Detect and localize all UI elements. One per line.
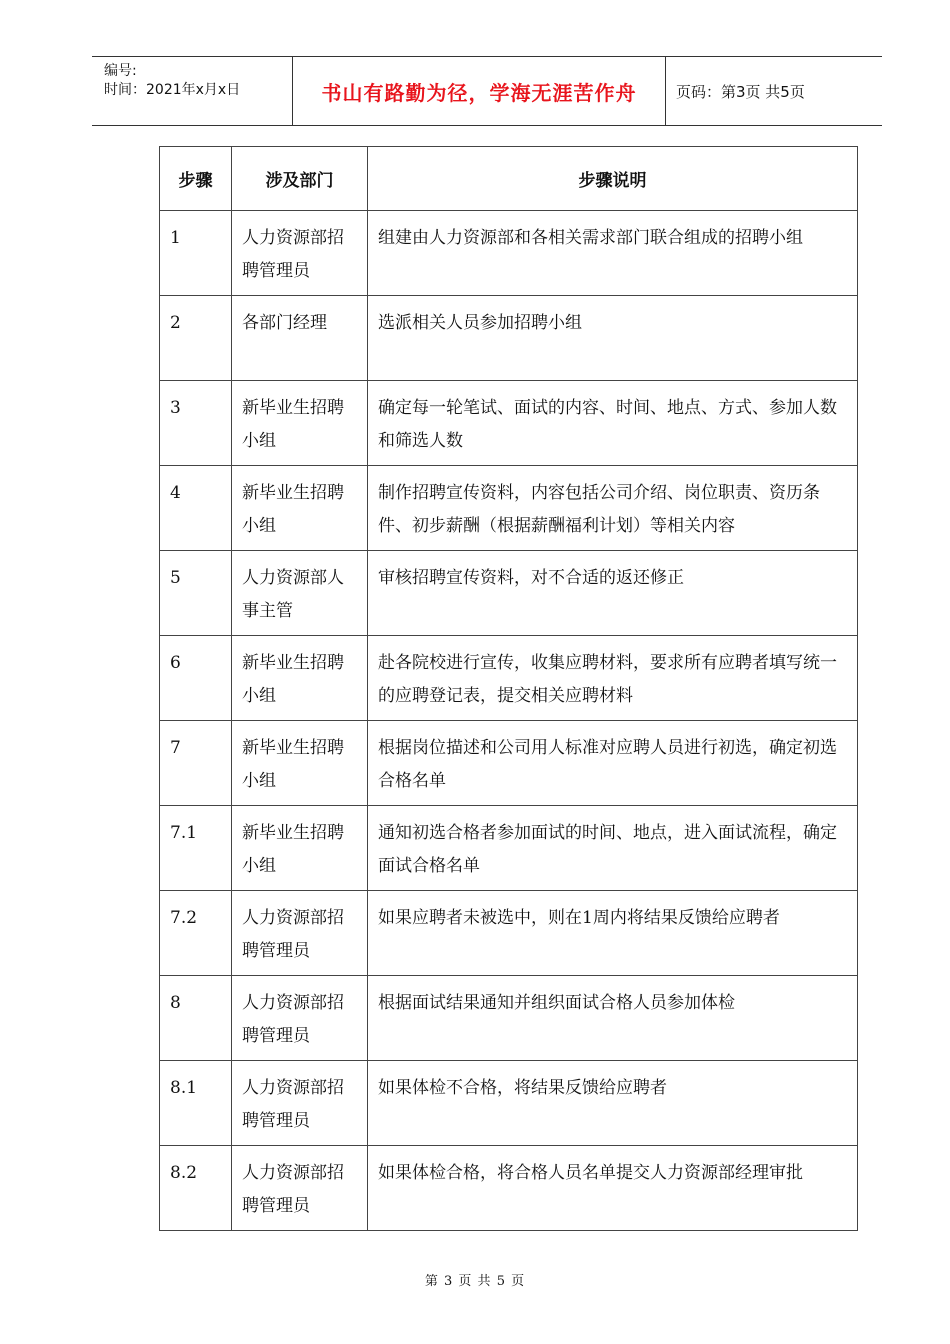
description-cell: 通知初选合格者参加面试的时间、地点，进入面试流程，确定面试合格名单 <box>368 806 858 891</box>
department-cell: 新毕业生招聘小组 <box>232 721 368 806</box>
table-row <box>160 466 858 551</box>
description-cell: 如果体检合格，将合格人员名单提交人力资源部经理审批 <box>368 1146 858 1231</box>
number-label: 编号: <box>104 63 137 79</box>
recruitment-steps-table <box>159 146 858 1231</box>
table-row <box>160 551 858 636</box>
step-cell: 1 <box>160 211 232 296</box>
department-cell: 人力资源部招聘管理员 <box>232 1146 368 1231</box>
description-cell: 确定每一轮笔试、面试的内容、时间、地点、方式、参加人数和筛选人数 <box>368 381 858 466</box>
description-cell: 赴各院校进行宣传，收集应聘材料，要求所有应聘者填写统一的应聘登记表，提交相关应聘材料 <box>368 636 858 721</box>
description-cell: 制作招聘宣传资料，内容包括公司介绍、岗位职责、资历条件、初步薪酬（根据薪酬福利计划）等相关内容 <box>368 466 858 551</box>
step-cell: 8.1 <box>160 1061 232 1146</box>
table-row <box>160 806 858 891</box>
step-cell: 7.2 <box>160 891 232 976</box>
document-header <box>92 56 882 126</box>
step-cell: 8 <box>160 976 232 1061</box>
step-cell: 4 <box>160 466 232 551</box>
department-cell: 人力资源部人事主管 <box>232 551 368 636</box>
description-cell: 选派相关人员参加招聘小组 <box>368 296 858 381</box>
table-row <box>160 1061 858 1146</box>
header-step: 步骤 <box>160 147 232 211</box>
table-row <box>160 381 858 466</box>
step-cell: 8.2 <box>160 1146 232 1231</box>
table-header-row <box>160 147 858 211</box>
header-department: 涉及部门 <box>232 147 368 211</box>
step-cell: 7.1 <box>160 806 232 891</box>
department-cell: 新毕业生招聘小组 <box>232 636 368 721</box>
header-motto: 书山有路勤为径，学海无涯苦作舟 <box>293 57 666 125</box>
header-meta <box>92 57 293 125</box>
department-cell: 新毕业生招聘小组 <box>232 381 368 466</box>
department-cell: 新毕业生招聘小组 <box>232 466 368 551</box>
description-cell: 如果应聘者未被选中，则在1周内将结果反馈给应聘者 <box>368 891 858 976</box>
header-description: 步骤说明 <box>368 147 858 211</box>
description-cell: 根据岗位描述和公司用人标准对应聘人员进行初选，确定初选合格名单 <box>368 721 858 806</box>
table-row <box>160 211 858 296</box>
department-cell: 人力资源部招聘管理员 <box>232 1061 368 1146</box>
step-cell: 5 <box>160 551 232 636</box>
step-cell: 3 <box>160 381 232 466</box>
department-cell: 人力资源部招聘管理员 <box>232 211 368 296</box>
table-row <box>160 1146 858 1231</box>
page-footer: 第 3 页 共 5 页 <box>424 1274 526 1289</box>
table-row <box>160 976 858 1061</box>
table-row <box>160 636 858 721</box>
step-cell: 6 <box>160 636 232 721</box>
time-label: 时间：2021年x月x日 <box>104 82 241 98</box>
department-cell: 人力资源部招聘管理员 <box>232 976 368 1061</box>
department-cell: 新毕业生招聘小组 <box>232 806 368 891</box>
description-cell: 根据面试结果通知并组织面试合格人员参加体检 <box>368 976 858 1061</box>
header-page-info: 页码：第3页 共5页 <box>676 82 805 101</box>
description-cell: 组建由人力资源部和各相关需求部门联合组成的招聘小组 <box>368 211 858 296</box>
step-cell: 2 <box>160 296 232 381</box>
table-row <box>160 721 858 806</box>
department-cell: 人力资源部招聘管理员 <box>232 891 368 976</box>
table-row <box>160 891 858 976</box>
description-cell: 如果体检不合格，将结果反馈给应聘者 <box>368 1061 858 1146</box>
step-cell: 7 <box>160 721 232 806</box>
description-cell: 审核招聘宣传资料，对不合适的返还修正 <box>368 551 858 636</box>
table-row <box>160 296 858 381</box>
department-cell: 各部门经理 <box>232 296 368 381</box>
